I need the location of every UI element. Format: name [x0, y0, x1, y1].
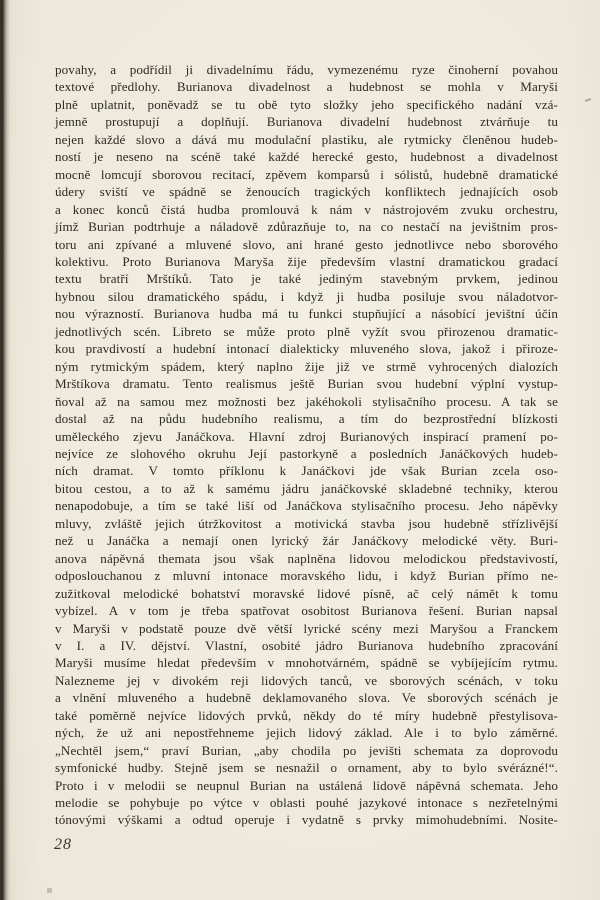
- text-line: dostal až na půdu hudebního realismu, a tím do bezprostřední blízkosti: [55, 411, 558, 427]
- text-line: mluvy, zvláště jejich útržkovitost a motivická stavba jsou hudebně střízlivější: [55, 515, 558, 531]
- text-line: ňoval až na samou mez možnosti bez jakéhokoli stylisačního procesu. A tak se: [55, 393, 558, 409]
- text-line: Proto i v melodii se neupnul Burian na ustálená lidově nápěvná schemata. Jeho: [55, 777, 558, 793]
- text-line: povahy, a podřídil ji divadelnímu řádu, vymezenému ryze činoherní povahou: [55, 62, 558, 77]
- text-line: Nalezneme jej v divokém reji lidových tanců, ve sborových scénách, v toku: [55, 672, 558, 688]
- text-line: melodie se pohybuje po výtce v oblasti pouhé jazykové intonace s nezřetelnými: [55, 795, 558, 811]
- text-line: textové předlohy. Burianova divadelnost a hudebnost se mohla v Maryši: [55, 79, 558, 95]
- text-line: hybnou silou dramatického spádu, i když ji hudba posiluje svou náladotvor-: [55, 288, 558, 304]
- text-line: zužitkoval melodické bohatství moravské lidové písně, ač celý námět k tomu: [55, 585, 558, 601]
- text-line: Maryši musíme hledat především v mnohotvárném, spádně se vybíjejícím rytmu.: [55, 655, 558, 671]
- text-line: jímž Burian podtrhuje a náladově zdůrazňuje to, na co nestačí na jevištním pros-: [55, 219, 558, 235]
- scan-artifact-speck: [47, 888, 52, 893]
- text-line: tónovými výškami a odtud operuje i vydatně s prvky mimohudebními. Nosite-: [55, 812, 558, 828]
- text-line: v I. a IV. dějství. Vlastní, osobité jádro Burianova hudebního zpracování: [55, 637, 558, 653]
- text-line: ních dramat. V tomto příklonu k Janáčkovi jde však Burian zcela oso-: [55, 463, 558, 479]
- scan-artifact-mark: [585, 98, 591, 102]
- text-line: uměleckého zjevu Janáčkova. Hlavní zdroj Burianových inspirací pramení po-: [55, 428, 558, 444]
- text-line: nenapodobuje, a tím se také liší od Janáčkova stylisačního procesu. Jeho nápěvky: [55, 498, 558, 514]
- text-line: mocně lomcují sborovou recitací, zpěvem komparsů i sólistů, hudebně dramatické: [55, 166, 558, 182]
- text-line: „Nechtěl jsem,“ praví Burian, „aby chodila po jevišti schemata za doprovodu: [55, 742, 558, 758]
- text-line: a vlnění mluveného a hudebně deklamovaného slova. Ve sborových scénách je: [55, 690, 558, 706]
- text-line: ných, že už ani nepostřehneme jejich lidový základ. Ale i to bylo záměrné.: [55, 725, 558, 741]
- text-line: ným rytmickým spádem, který naplno žije již ve strmě vyhrocených dialozích: [55, 358, 558, 374]
- page-number: 28: [54, 836, 72, 853]
- text-line: odposlouchanou z mluvní intonace moravského lidu, i když Burian přímo ne-: [55, 568, 558, 584]
- text-line: Mrštíkova dramatu. Tento realismus ještě Burian svou hudební výplní vystup-: [55, 376, 558, 392]
- text-line: anova nápěvná themata jsou však naplněna lidovou melodickou představivostí,: [55, 550, 558, 566]
- text-line: bitou cestou, a to až k samému jádru janáčkovské skladebné techniky, kterou: [55, 480, 558, 496]
- text-line: údery sviští ve spádně se ženoucích tragických konfliktech jednajících osob: [55, 184, 558, 200]
- text-line: vybízel. A v tom je třeba spatřovat osobitost Burianova řešení. Burian napsal: [55, 603, 558, 619]
- text-line: kou pravdivostí a hudební intonací dialekticky mluveného slova, jakož i přiroze-: [55, 341, 558, 357]
- text-line: a konec konců čistá hudba promlouvá k nám v nástrojovém zvuku orchestru,: [55, 201, 558, 217]
- text-line: v Maryši v podstatě pouze dvě větší lyrické scény mezi Maryšou a Franckem: [55, 620, 558, 636]
- text-line: symfonické hudby. Stejně jsem se nesnažil o ornament, aby to bylo svérázné!“.: [55, 760, 558, 776]
- body-text: [55, 61, 558, 829]
- text-line: textu bratří Mrštíků. Tato je také jediným stavebným prvkem, jedinou: [55, 271, 558, 287]
- text-line: kolektivu. Proto Burianova Maryša žije především vlastní dramatickou gradací: [55, 253, 558, 269]
- text-line: ností je neseno na scéně také každé herecké gesto, hudebnost a divadelnost: [55, 149, 558, 165]
- text-line: plně uplatnit, poněvadž se tu obě tyto složky jeho specifického nadání vzá-: [55, 96, 558, 112]
- text-line: nou výrazností. Burianova hudba má tu funkci stupňující a násobící jevištní účin: [55, 306, 558, 322]
- text-line: také poměrně nejvíce lidových prvků, někdy do té míry hudebně přestylisova-: [55, 707, 558, 723]
- text-line: jemně prostupují a doplňují. Burianova divadelní hudebnost ztvárňuje tu: [55, 114, 558, 130]
- text-line: jednotlivých scén. Libreto se může proto plně vyžít svou přirozenou dramatic-: [55, 323, 558, 339]
- text-line: nejvíce ze slohového okruhu Její pastorkyně a posledních Janáčkových hudeb-: [55, 445, 558, 461]
- text-line: nejen každé slovo a dává mu modulační plastiku, ale rytmicky členěnou hudeb-: [55, 131, 558, 147]
- page-left-edge-shadow: [0, 0, 10, 900]
- text-line: toru ani zpívané a mluvené slovo, ani hrané gesto jednotlivce nebo sborového: [55, 236, 558, 252]
- text-line: než u Janáčka a nemají onen lyrický žár Janáčkovy melodické věty. Buri-: [55, 533, 558, 549]
